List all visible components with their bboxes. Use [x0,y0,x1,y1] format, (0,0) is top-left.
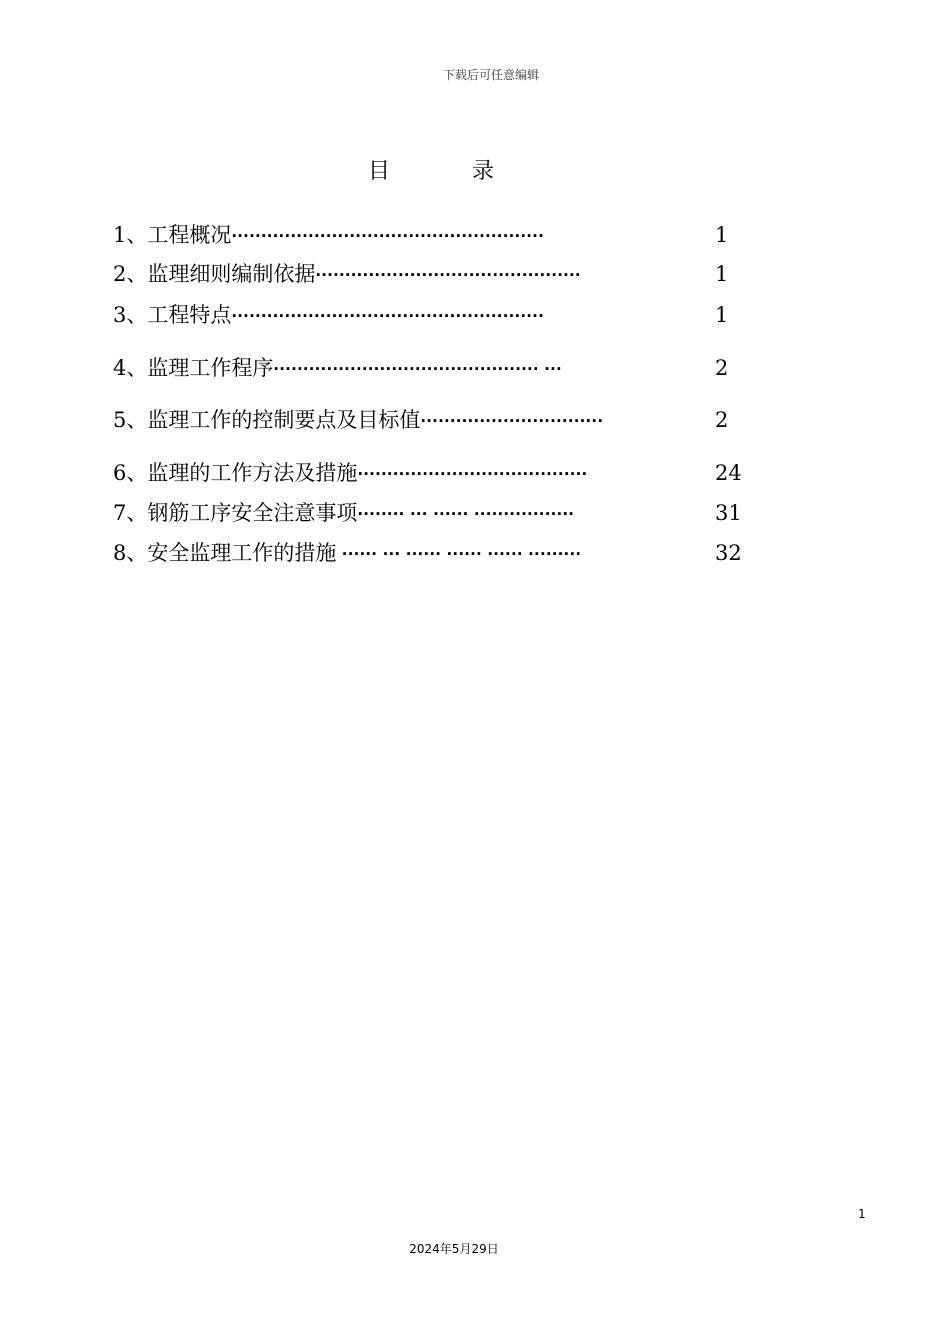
toc-entry-1[interactable] [113,221,729,249]
toc-entry-text: 监理细则编制依据 [147,262,316,286]
toc-entry-number: 8、 [113,541,148,565]
toc-entry-text: 监理的工作方法及措施 [147,461,358,485]
toc-entry-2[interactable] [113,260,729,288]
toc-entry-page: 24 [715,461,742,485]
toc-entry-page: 2 [715,356,729,380]
toc-entry-number: 3、 [113,303,148,327]
toc-entry-text: 工程特点 [147,303,232,327]
page-number: 1 [858,1207,866,1221]
footer-date: 2024年5月29日 [409,1242,499,1256]
toc-entry-4[interactable] [113,354,729,382]
toc-entry-leader: ······························· [420,412,604,430]
toc-entry-number: 4、 [113,356,148,380]
toc-entry-7[interactable] [113,499,742,527]
toc-title [368,154,508,186]
toc-title-char-1: 目 [368,159,391,184]
toc-entry-leader: ········ ··· ······ ················· [357,505,575,523]
toc-entry-3[interactable] [113,301,729,329]
toc-entry-text: 监理工作程序 [147,356,274,380]
toc-entry-number: 7、 [113,501,148,525]
toc-entry-page: 2 [715,408,729,432]
toc-entry-text: 监理工作的控制要点及目标值 [147,408,421,432]
toc-entry-page: 1 [715,262,729,286]
toc-entry-page: 1 [715,303,729,327]
toc-entry-leader: ····················································· [231,227,544,245]
toc-entry-page: 1 [715,223,729,247]
toc-entry-6[interactable] [113,459,742,487]
toc-entry-number: 5、 [113,408,148,432]
toc-title-char-2: 录 [472,159,495,184]
toc-entry-leader: ············································· [315,266,581,284]
toc-entry-5[interactable] [113,406,729,434]
toc-entry-text: 安全监理工作的措施 [147,541,337,565]
toc-entry-number: 1、 [113,223,148,247]
toc-entry-leader: ····················································· [231,307,544,325]
toc-entry-text: 钢筋工序安全注意事项 [147,501,358,525]
header-note: 下载后可任意编辑 [442,68,539,82]
toc-entry-page: 32 [715,541,742,565]
toc-entry-8[interactable] [113,539,742,567]
toc-entry-number: 6、 [113,461,148,485]
toc-entry-leader: ······ ··· ······ ······ ······ ········· [336,545,582,563]
toc-entry-leader: ············································· ··· [273,360,562,378]
toc-entry-leader: ······································· [357,465,588,483]
toc-entry-page: 31 [715,501,742,525]
toc-entry-number: 2、 [113,262,148,286]
toc-entry-text: 工程概况 [147,223,232,247]
